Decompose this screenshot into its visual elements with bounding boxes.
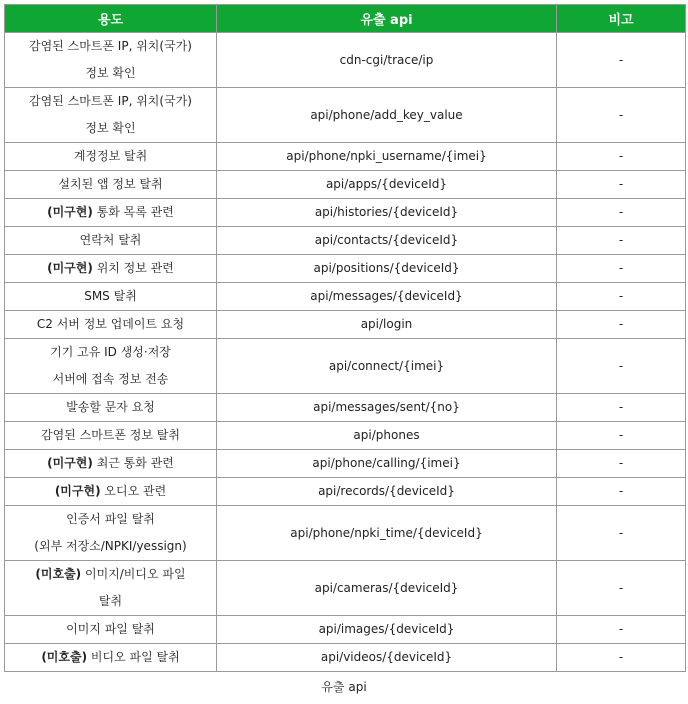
api-cell: cdn-cgi/trace/ip: [217, 33, 557, 88]
api-cell: api/connect/{imei}: [217, 339, 557, 394]
usage-cell: [5, 506, 217, 561]
usage-text: 통화 목록 관련: [96, 205, 174, 219]
usage-text: 설치된 앱 정보 탈취: [58, 177, 163, 191]
note-cell: -: [557, 171, 686, 199]
table-row: [5, 339, 686, 394]
usage-cell: [5, 227, 217, 255]
table-row: [5, 171, 686, 199]
usage-text: 연락처 탈취: [79, 233, 142, 247]
note-cell: -: [557, 561, 686, 616]
table-row: [5, 283, 686, 311]
api-cell: api/images/{deviceId}: [217, 616, 557, 644]
status-tag: (미구현): [54, 484, 101, 498]
api-cell: api/phone/add_key_value: [217, 88, 557, 143]
usage-text: 서버에 접속 정보 전송: [52, 372, 169, 386]
usage-cell: [5, 199, 217, 227]
leaked-api-table: [4, 4, 686, 672]
header-usage: 용도: [5, 5, 217, 33]
api-cell: api/login: [217, 311, 557, 339]
note-cell: -: [557, 422, 686, 450]
usage-cell: [5, 311, 217, 339]
usage-cell: [5, 394, 217, 422]
table-row: [5, 394, 686, 422]
usage-cell: [5, 561, 217, 616]
usage-text: 정보 확인: [85, 121, 136, 135]
usage-text: 발송할 문자 요청: [66, 400, 155, 414]
usage-text: 기기 고유 ID 생성·저장: [50, 345, 171, 359]
header-api: 유출 api: [217, 5, 557, 33]
table-row: [5, 422, 686, 450]
table-row: [5, 478, 686, 506]
usage-text: 오디오 관련: [104, 484, 167, 498]
usage-cell: [5, 171, 217, 199]
note-cell: -: [557, 311, 686, 339]
table-row: [5, 561, 686, 616]
table-row: [5, 227, 686, 255]
usage-text: SMS 탈취: [84, 289, 137, 303]
api-cell: api/phone/npki_time/{deviceId}: [217, 506, 557, 561]
note-cell: -: [557, 478, 686, 506]
usage-text: 위치 정보 관련: [96, 261, 174, 275]
usage-text: 최근 통화 관련: [96, 456, 174, 470]
note-cell: -: [557, 33, 686, 88]
api-cell: api/messages/sent/{no}: [217, 394, 557, 422]
note-cell: -: [557, 339, 686, 394]
usage-cell: [5, 283, 217, 311]
usage-text: 인증서 파일 탈취: [66, 512, 155, 526]
usage-text: 탈취: [98, 594, 123, 608]
api-cell: api/records/{deviceId}: [217, 478, 557, 506]
note-cell: -: [557, 506, 686, 561]
table-row: [5, 143, 686, 171]
note-cell: -: [557, 450, 686, 478]
note-cell: -: [557, 644, 686, 672]
usage-cell: [5, 255, 217, 283]
status-tag: (미구현): [47, 261, 93, 275]
usage-cell: [5, 616, 217, 644]
api-cell: api/phone/npki_username/{imei}: [217, 143, 557, 171]
usage-text: 감염된 스마트폰 IP, 위치(국가): [29, 39, 192, 53]
usage-cell: [5, 143, 217, 171]
note-cell: -: [557, 199, 686, 227]
api-cell: api/videos/{deviceId}: [217, 644, 557, 672]
header-note: 비고: [557, 5, 686, 33]
note-cell: -: [557, 227, 686, 255]
usage-text: 계정정보 탈취: [73, 149, 148, 163]
note-cell: -: [557, 283, 686, 311]
status-tag: (미구현): [47, 205, 93, 219]
table-header-row: [5, 5, 686, 33]
table-row: [5, 311, 686, 339]
table-row: [5, 88, 686, 143]
usage-text: C2 서버 정보 업데이트 요청: [36, 317, 185, 331]
usage-cell: [5, 33, 217, 88]
note-cell: -: [557, 255, 686, 283]
note-cell: -: [557, 88, 686, 143]
note-cell: -: [557, 394, 686, 422]
api-cell: api/phone/calling/{imei}: [217, 450, 557, 478]
usage-text: 이미지/비디오 파일: [84, 567, 186, 581]
table-row: [5, 255, 686, 283]
usage-cell: [5, 644, 217, 672]
usage-text: 정보 확인: [85, 66, 136, 80]
usage-text: 이미지 파일 탈취: [66, 622, 155, 636]
usage-cell: [5, 88, 217, 143]
status-tag: (미호출): [35, 567, 82, 581]
usage-cell: [5, 422, 217, 450]
usage-cell: [5, 339, 217, 394]
status-tag: (미호출): [41, 650, 88, 664]
note-cell: -: [557, 616, 686, 644]
status-tag: (미구현): [47, 456, 93, 470]
table-row: [5, 33, 686, 88]
api-cell: api/messages/{deviceId}: [217, 283, 557, 311]
usage-cell: [5, 450, 217, 478]
table-caption: 유출 api: [321, 680, 367, 694]
usage-cell: [5, 478, 217, 506]
usage-text: (외부 저장소/NPKI/yessign): [34, 539, 187, 553]
table-row: [5, 506, 686, 561]
table-row: [5, 616, 686, 644]
api-cell: api/phones: [217, 422, 557, 450]
note-cell: -: [557, 143, 686, 171]
api-cell: api/histories/{deviceId}: [217, 199, 557, 227]
usage-text: 비디오 파일 탈취: [90, 650, 180, 664]
api-cell: api/apps/{deviceId}: [217, 171, 557, 199]
table-row: [5, 450, 686, 478]
usage-text: 감염된 스마트폰 정보 탈취: [41, 428, 180, 442]
api-cell: api/contacts/{deviceId}: [217, 227, 557, 255]
api-cell: api/positions/{deviceId}: [217, 255, 557, 283]
api-cell: api/cameras/{deviceId}: [217, 561, 557, 616]
usage-text: 감염된 스마트폰 IP, 위치(국가): [29, 94, 192, 108]
table-row: [5, 199, 686, 227]
table-row: [5, 644, 686, 672]
